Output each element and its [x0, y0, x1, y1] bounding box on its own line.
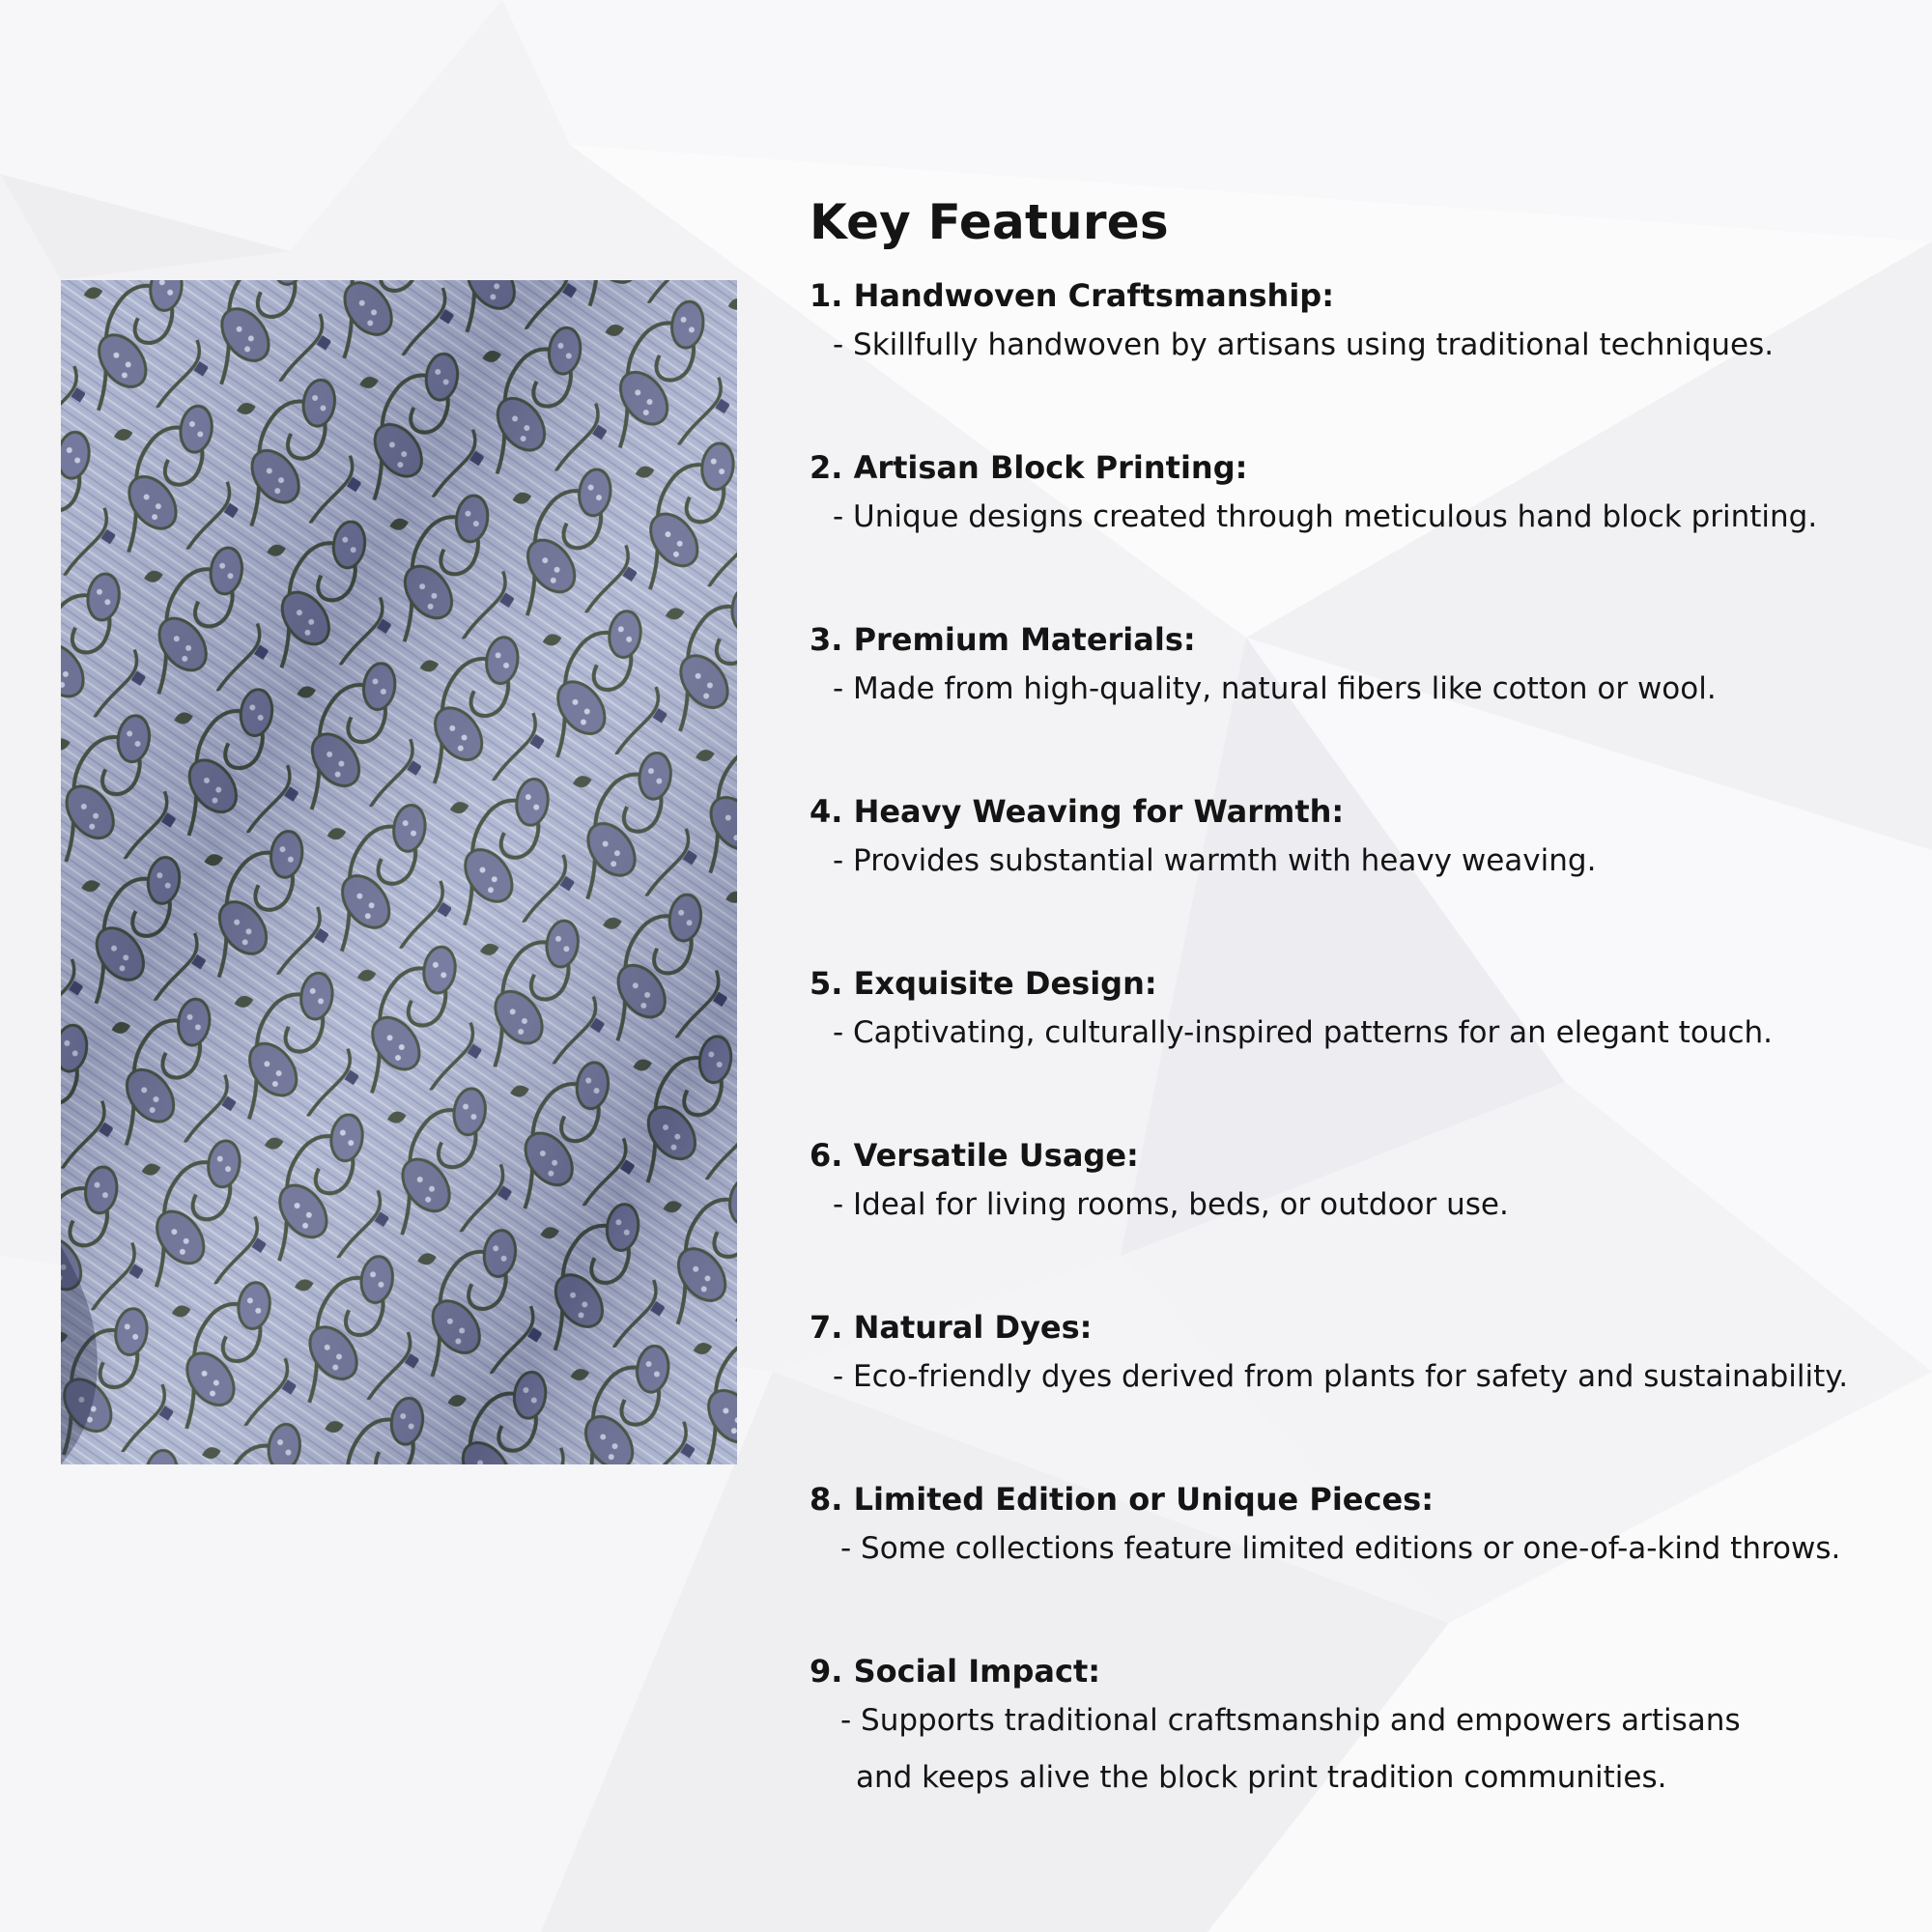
feature-item: [810, 1134, 1911, 1293]
feature-description: - Provides substantial warmth with heavy weaving.: [833, 843, 1597, 878]
feature-heading: 5. Exquisite Design:: [810, 965, 1157, 1002]
feature-item: [810, 790, 1911, 949]
feature-heading: 7. Natural Dyes:: [810, 1309, 1093, 1346]
feature-heading: 8. Limited Edition or Unique Pieces:: [810, 1481, 1434, 1518]
feature-description: - Made from high-quality, natural fibers like cotton or wool.: [833, 671, 1717, 706]
feature-item: [810, 618, 1911, 777]
feature-heading: 6. Versatile Usage:: [810, 1137, 1139, 1174]
key-features-panel: [810, 193, 1911, 1808]
fabric-throw-image: [61, 280, 737, 1464]
feature-item: [810, 274, 1911, 433]
feature-description: - Eco-friendly dyes derived from plants for safety and sustainability.: [833, 1359, 1849, 1394]
feature-description: - Captivating, culturally-inspired patterns for an elegant touch.: [833, 1015, 1773, 1050]
feature-description: - Ideal for living rooms, beds, or outdoor use.: [833, 1187, 1509, 1222]
feature-description: - Supports traditional craftsmanship and empowers artisans: [840, 1703, 1741, 1738]
feature-description: - Skillfully handwoven by artisans using traditional techniques.: [833, 327, 1775, 362]
feature-heading: 3. Premium Materials:: [810, 621, 1196, 658]
feature-item: [810, 1478, 1911, 1636]
feature-item: [810, 962, 1911, 1121]
feature-heading: 2. Artisan Block Printing:: [810, 449, 1248, 486]
feature-description: - Some collections feature limited editions or one-of-a-kind throws.: [840, 1531, 1841, 1566]
page-title: Key Features: [810, 194, 1169, 250]
feature-item: [810, 1306, 1911, 1464]
feature-item: [810, 446, 1911, 605]
feature-heading: 1. Handwoven Craftsmanship:: [810, 277, 1334, 314]
feature-description-continued: and keeps alive the block print tradition communities.: [856, 1760, 1667, 1795]
feature-item: [810, 1650, 1911, 1808]
feature-heading: 4. Heavy Weaving for Warmth:: [810, 793, 1345, 830]
feature-heading: 9. Social Impact:: [810, 1653, 1101, 1690]
feature-description: - Unique designs created through meticulous hand block printing.: [833, 499, 1818, 534]
